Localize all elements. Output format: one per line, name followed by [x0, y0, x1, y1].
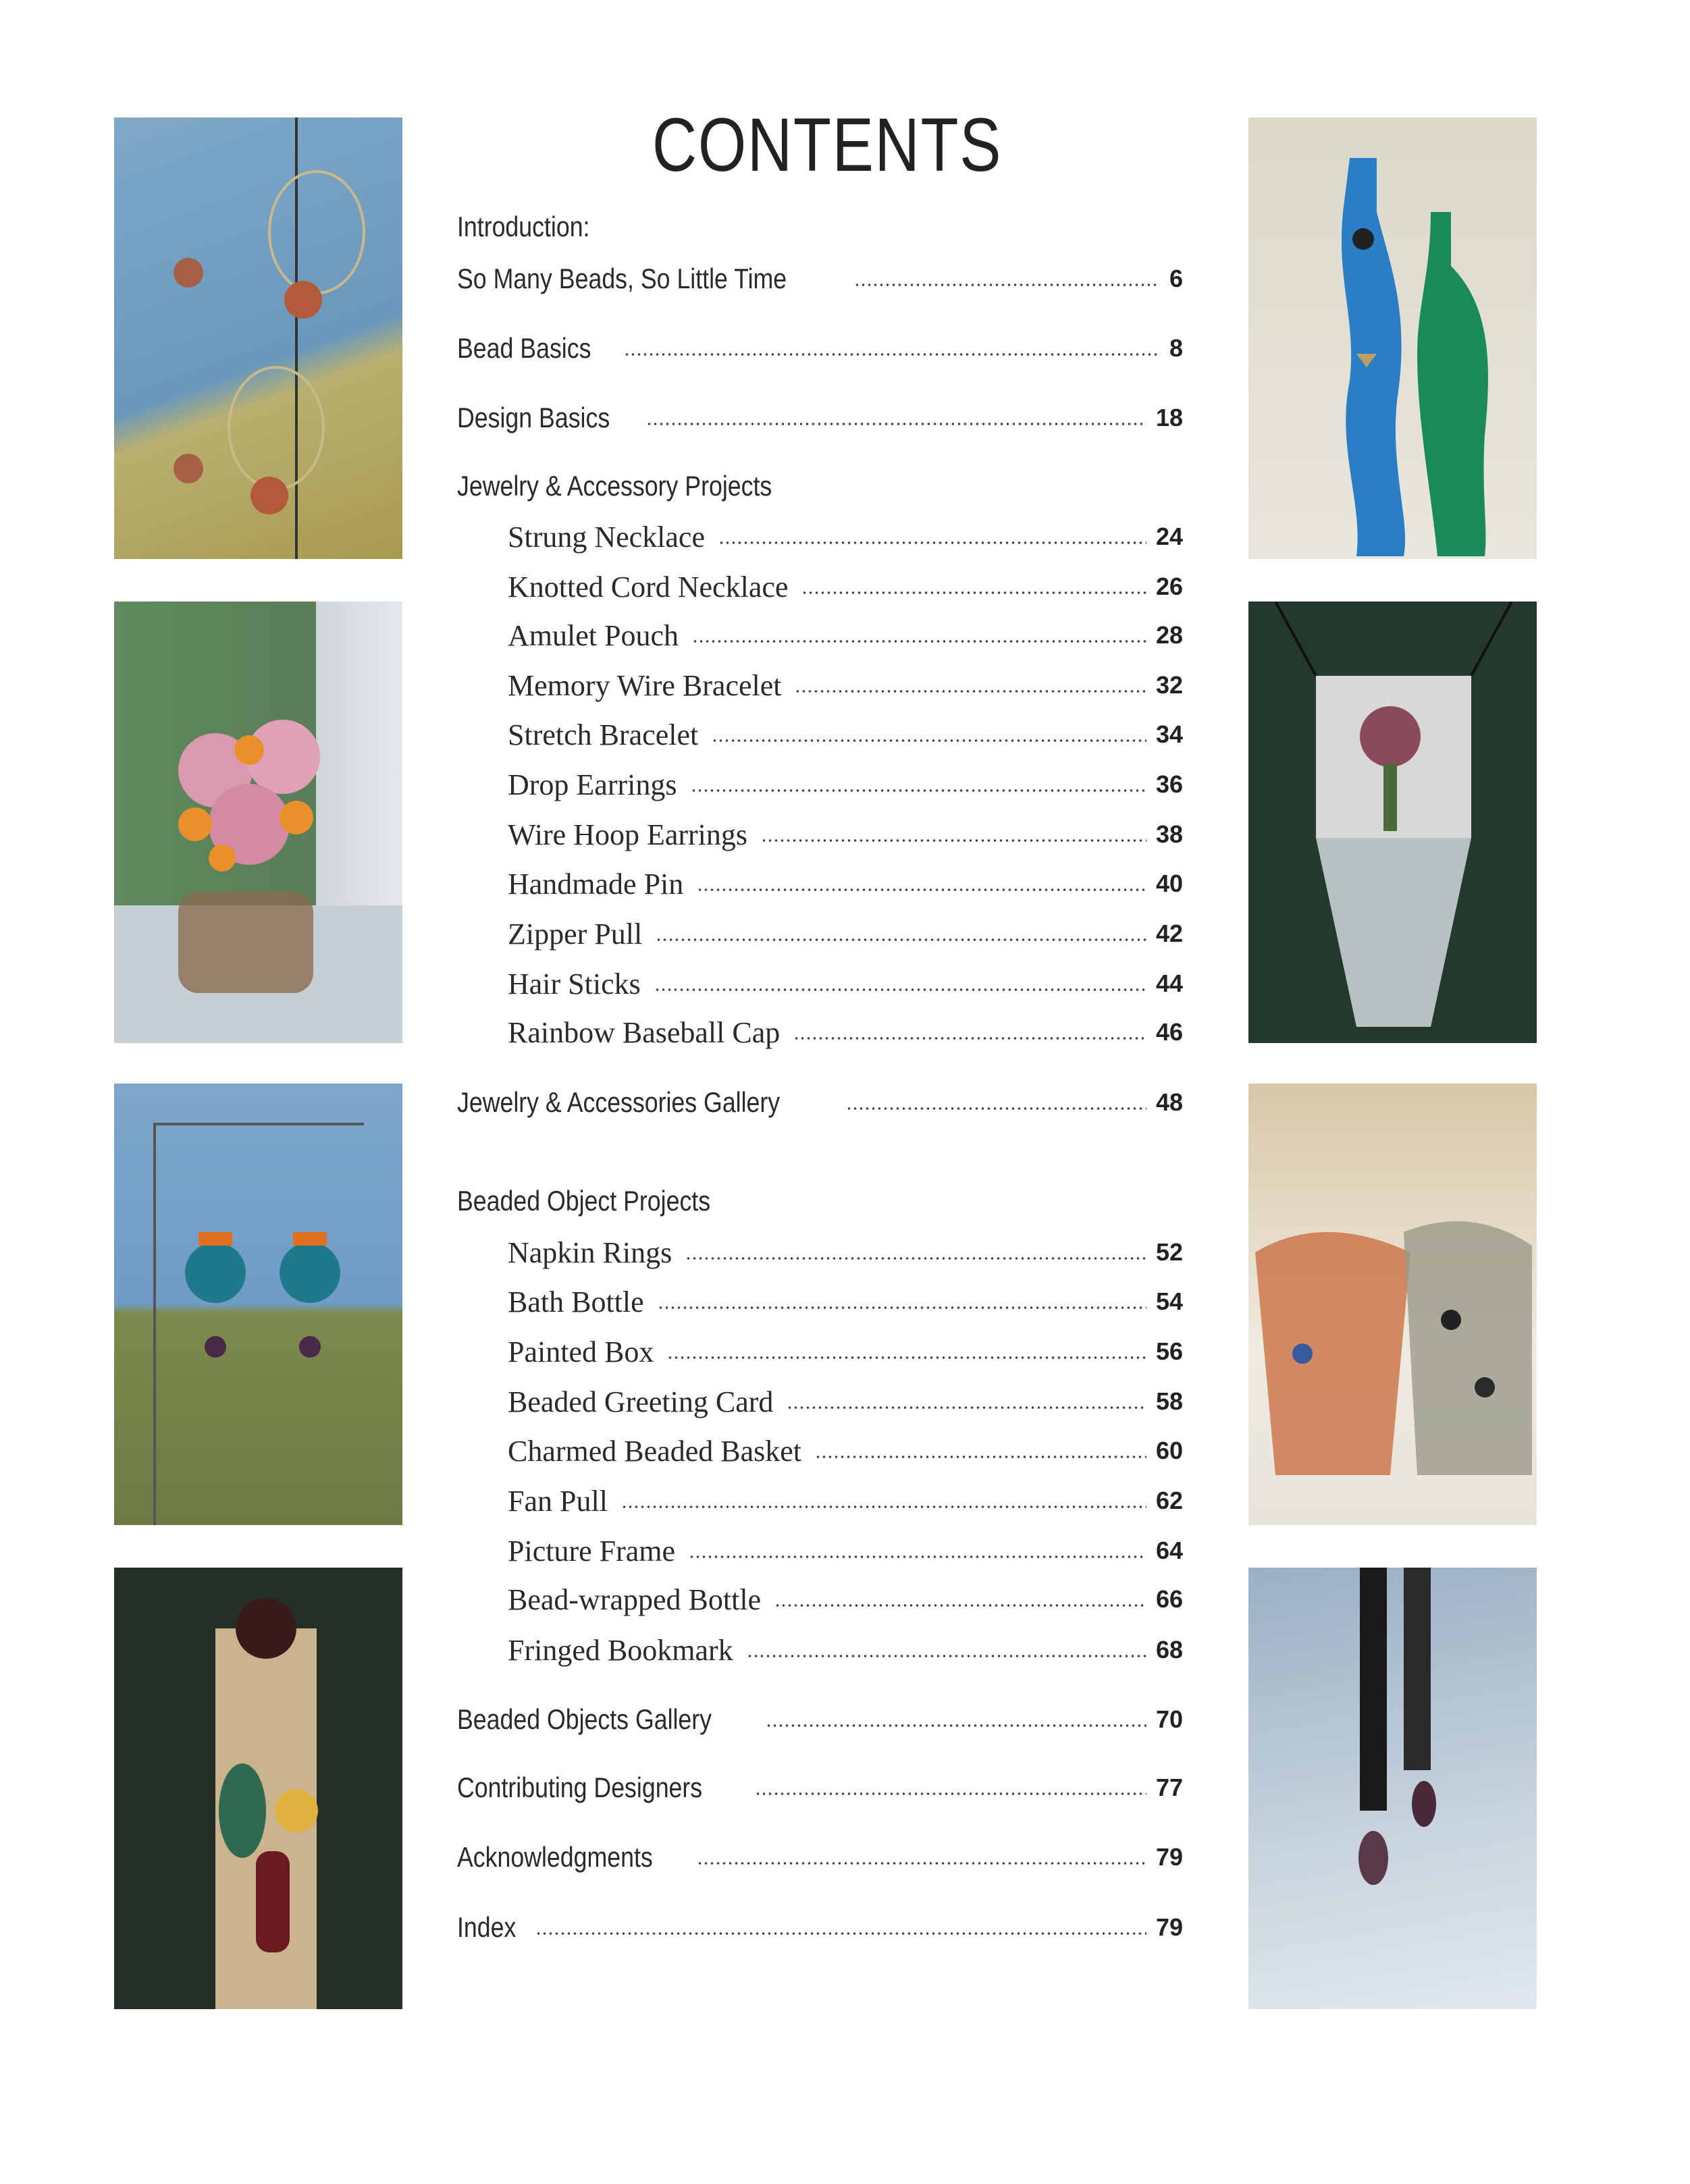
toc-entry[interactable]: [508, 516, 1183, 557]
photo-drop-earrings: [114, 1084, 402, 1525]
toc-page-number: 40: [1155, 870, 1183, 897]
toc-entry[interactable]: [508, 1331, 1183, 1372]
toc-entry-title: Beaded Object Projects: [457, 1185, 711, 1217]
dot-leader: [658, 1306, 1146, 1310]
toc-entry[interactable]: [457, 1082, 1183, 1123]
toc-page-number: 38: [1155, 820, 1183, 848]
toc-entry-title: Handmade Pin: [508, 867, 684, 901]
dot-leader: [691, 789, 1146, 793]
toc-entry[interactable]: [457, 328, 1183, 369]
toc-page-number: 79: [1155, 1913, 1183, 1941]
dot-leader: [761, 838, 1146, 843]
toc-entry[interactable]: [508, 764, 1183, 805]
dot-leader: [747, 1654, 1146, 1658]
toc-entry[interactable]: [457, 466, 1183, 506]
toc-entry-title: Introduction:: [457, 211, 590, 242]
dot-leader: [712, 739, 1146, 743]
toc-page-number: 44: [1155, 969, 1183, 997]
dot-leader: [621, 1505, 1146, 1509]
dot-leader: [795, 689, 1146, 693]
toc-page-number: 18: [1155, 404, 1183, 431]
toc-entry[interactable]: [508, 1481, 1183, 1521]
dot-leader: [697, 1861, 1146, 1865]
toc-page-number: 66: [1155, 1585, 1183, 1613]
toc-page-number: 52: [1155, 1238, 1183, 1266]
toc-page-number: 79: [1155, 1843, 1183, 1871]
toc-entry[interactable]: [457, 259, 1183, 299]
dot-leader: [697, 888, 1146, 892]
toc-page-number: 42: [1155, 920, 1183, 947]
dot-leader: [685, 1256, 1146, 1260]
drop-earrings-illustration: [114, 1084, 402, 1525]
toc-page-number: 26: [1155, 572, 1183, 600]
amulet-pouch-illustration: [1248, 602, 1537, 1043]
toc-entry-title: Picture Frame: [508, 1534, 676, 1568]
toc-entry-title: Memory Wire Bracelet: [508, 668, 782, 702]
toc-entry[interactable]: [457, 1837, 1183, 1877]
dot-leader: [854, 283, 1160, 287]
toc-entry-title: Bath Bottle: [508, 1285, 644, 1319]
toc-entry[interactable]: [508, 863, 1183, 904]
toc-entry[interactable]: [508, 1381, 1183, 1422]
toc-entry[interactable]: [508, 1630, 1183, 1670]
toc-page-number: 6: [1169, 265, 1183, 292]
dot-leader: [667, 1356, 1146, 1360]
toc-entry-title: Painted Box: [508, 1335, 654, 1368]
toc-entry[interactable]: [508, 714, 1183, 755]
dot-leader: [535, 1932, 1146, 1936]
toc-entry-title: Acknowledgments: [457, 1841, 653, 1873]
toc-page-number: 48: [1155, 1088, 1183, 1116]
toc-page-number: 60: [1155, 1437, 1183, 1464]
toc-entry-title: Fringed Bookmark: [508, 1633, 733, 1667]
toc-entry-title: Knotted Cord Necklace: [508, 570, 789, 604]
toc-page-number: 46: [1155, 1018, 1183, 1046]
toc-entry-title: Bead-wrapped Bottle: [508, 1582, 762, 1616]
toc-page-number: 68: [1155, 1636, 1183, 1663]
dot-leader: [718, 541, 1146, 545]
dot-leader: [656, 938, 1146, 942]
toc-entry-title: Wire Hoop Earrings: [508, 818, 748, 851]
photo-hair-stick: [114, 1568, 402, 2009]
dot-leader: [801, 591, 1146, 595]
dot-leader: [766, 1724, 1146, 1728]
toc-entry-title: Beaded Greeting Card: [508, 1385, 774, 1418]
toc-entry[interactable]: [508, 566, 1183, 607]
toc-entry[interactable]: [508, 814, 1183, 855]
dot-leader: [787, 1406, 1146, 1410]
toc-entry-title: Bead Basics: [457, 332, 591, 364]
dot-leader: [755, 1792, 1146, 1796]
toc-entry[interactable]: [457, 1907, 1183, 1948]
toc-page-number: 54: [1155, 1287, 1183, 1315]
dot-leader: [654, 988, 1146, 992]
toc-page-number: 56: [1155, 1337, 1183, 1365]
page-title: CONTENTS: [652, 103, 1003, 187]
dot-leader: [793, 1036, 1146, 1040]
toc-entry[interactable]: [457, 1699, 1183, 1740]
dot-leader: [646, 422, 1146, 426]
toc-entry-title: Jewelry & Accessory Projects: [457, 470, 772, 502]
toc-entry[interactable]: [508, 665, 1183, 705]
toc-entry-title: So Many Beads, So Little Time: [457, 263, 787, 294]
hair-stick-illustration: [114, 1568, 402, 2009]
toc-entry-title: Fan Pull: [508, 1484, 608, 1518]
toc-entry-title: Drop Earrings: [508, 768, 677, 801]
toc-entry-title: Jewelry & Accessories Gallery: [457, 1086, 781, 1118]
toc-entry-title: Stretch Bracelet: [508, 718, 699, 751]
toc-entry[interactable]: [508, 1281, 1183, 1322]
dot-leader: [815, 1455, 1146, 1459]
photo-bead-flowers: [114, 602, 402, 1043]
toc-entry-title: Napkin Rings: [508, 1235, 672, 1269]
toc-page-number: 8: [1169, 334, 1183, 362]
dot-leader: [846, 1107, 1146, 1111]
dot-leader: [689, 1555, 1146, 1559]
dot-leader: [774, 1603, 1146, 1607]
bead-flowers-illustration: [114, 602, 402, 1043]
zipper-pull-illustration: [1248, 1568, 1537, 2009]
toc-page-number: 28: [1155, 621, 1183, 649]
toc-entry[interactable]: [457, 207, 1183, 247]
toc-entry[interactable]: [508, 963, 1183, 1004]
toc-entry[interactable]: [457, 1767, 1183, 1808]
photo-beaded-baskets: [1248, 1084, 1537, 1525]
photo-amulet-pouch: [1248, 602, 1537, 1043]
toc-entry[interactable]: [508, 1579, 1183, 1620]
toc-entry-title: Beaded Objects Gallery: [457, 1703, 712, 1735]
toc-page-number: 64: [1155, 1537, 1183, 1564]
photo-zipper-pull: [1248, 1568, 1537, 2009]
toc-entry[interactable]: [508, 1012, 1183, 1053]
toc-page-number: 32: [1155, 671, 1183, 699]
toc-entry[interactable]: [508, 1530, 1183, 1571]
dot-leader: [692, 639, 1146, 643]
toc-page-number: 77: [1155, 1774, 1183, 1801]
toc-entry[interactable]: [457, 1181, 1183, 1221]
toc-entry-title: Hair Sticks: [508, 967, 641, 1001]
toc-entry-title: Design Basics: [457, 402, 610, 433]
toc-entry-title: Rainbow Baseball Cap: [508, 1015, 781, 1049]
toc-page-number: 34: [1155, 720, 1183, 748]
toc-entry[interactable]: [457, 398, 1183, 438]
toc-entry-title: Amulet Pouch: [508, 618, 679, 652]
toc-entry[interactable]: [508, 1232, 1183, 1273]
toc-entry-title: Charmed Beaded Basket: [508, 1434, 801, 1468]
toc-entry-title: Contributing Designers: [457, 1772, 703, 1803]
toc-page-number: 36: [1155, 770, 1183, 798]
toc-page-number: 58: [1155, 1387, 1183, 1415]
toc-entry-title: Zipper Pull: [508, 917, 643, 951]
dot-leader: [624, 352, 1160, 356]
toc-entry-title: Index: [457, 1911, 517, 1943]
toc-entry-title: Strung Necklace: [508, 520, 705, 554]
toc-page-number: 62: [1155, 1487, 1183, 1514]
toc-entry[interactable]: [508, 913, 1183, 954]
toc-page-number: 70: [1155, 1705, 1183, 1733]
toc-entry[interactable]: [508, 615, 1183, 656]
toc-page-number: 24: [1155, 523, 1183, 550]
toc-entry[interactable]: [508, 1431, 1183, 1471]
beaded-baskets-illustration: [1248, 1084, 1537, 1525]
